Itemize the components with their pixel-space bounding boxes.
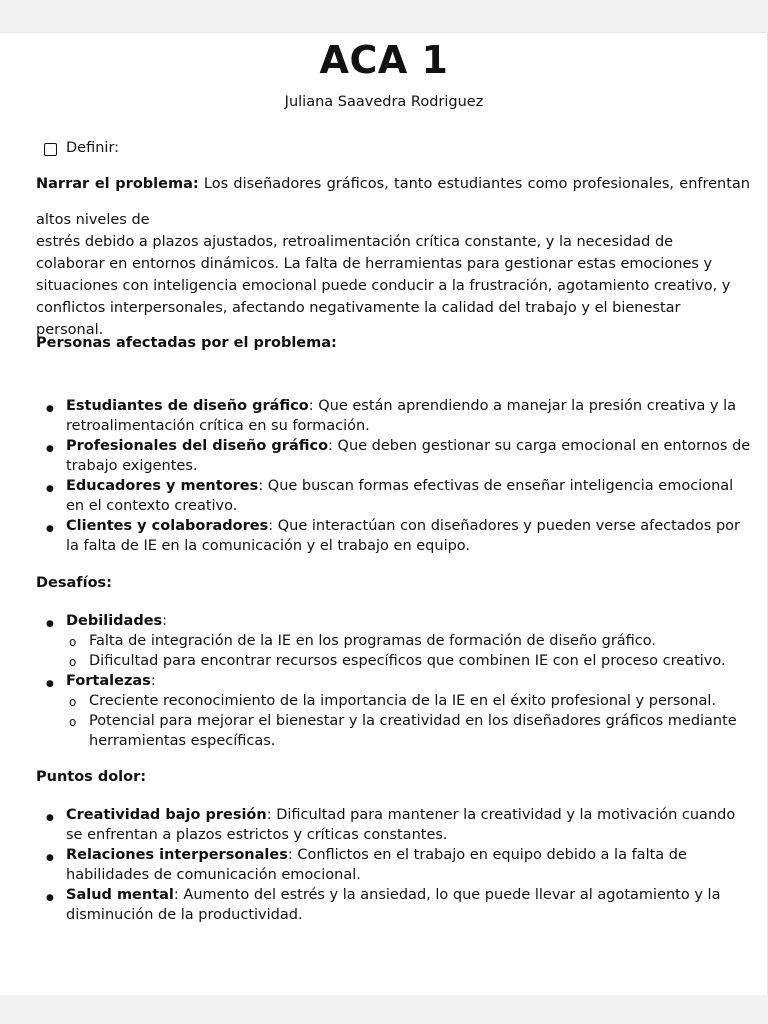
item-text: : Aumento del estrés y la ansiedad, lo que puede llevar al agotamiento y la disminución de la productividad. [66, 887, 721, 923]
sub-list [66, 631, 752, 671]
narrar-line: altos niveles de [36, 212, 150, 228]
item-text: : Que están aprendiendo a manejar la presión creativa y la retroalimentación crítica en su formación. [66, 398, 737, 434]
list-item [48, 845, 752, 885]
narrar-line: situaciones con inteligencia emocional puede conducir a la frustración, agotamiento creativo, y [36, 278, 731, 294]
author-name: Juliana Saavedra Rodriguez [284, 94, 484, 110]
dolor-list [48, 805, 752, 925]
item-term: Educadores y mentores [66, 478, 259, 494]
list-item [48, 805, 752, 845]
item-term: Salud mental [66, 887, 174, 903]
item-term: Fortalezas [66, 673, 151, 689]
item-text: : Que interactúan con diseñadores y pueden verse afectados por la falta de IE en la comunicación y el trabajo en equipo. [66, 518, 741, 554]
sub-list-item: o Creciente reconocimiento de la importancia de la IE en el éxito profesional y personal. [66, 691, 752, 711]
narrar-line: colaborar en entornos dinámicos. La falta de herramientas para gestionar estas emociones y [36, 256, 713, 272]
item-text: : [150, 673, 156, 689]
checkbox-icon[interactable] [44, 143, 57, 156]
item-term: Profesionales del diseño gráfico [66, 438, 329, 454]
desafios-heading: Desafíos: [36, 575, 112, 591]
narrar-first-line [36, 176, 750, 192]
document-page [0, 32, 768, 995]
list-item [48, 885, 752, 925]
item-term: Estudiantes de diseño gráfico [66, 398, 309, 414]
narrar-label: Narrar el problema: [36, 176, 199, 192]
list-item [48, 476, 752, 516]
sub-list [66, 691, 752, 751]
narrar-paragraph [36, 209, 750, 341]
item-text: : Que buscan formas efectivas de enseñar inteligencia emocional en el contexto creativo. [66, 478, 734, 514]
item-text: : [162, 613, 168, 629]
dolor-heading: Puntos dolor: [36, 769, 147, 785]
item-term: Clientes y colaboradores [66, 518, 269, 534]
narrar-line: conflictos interpersonales, afectando negativamente la calidad del trabajo y el bienestar [36, 300, 681, 316]
list-item [48, 396, 752, 436]
item-term: Creatividad bajo presión [66, 807, 267, 823]
item-text: : Dificultad para mantener la creatividad y la motivación cuando se enfrentan a plazos estrictos y críticas constantes. [66, 807, 736, 843]
sub-list-item: o Potencial para mejorar el bienestar y la creatividad en los diseñadores gráficos mediante herramientas específicas. [66, 711, 752, 751]
list-item [48, 516, 752, 556]
narrar-first-text: Los diseñadores gráficos, tanto estudiantes como profesionales, enfrentan [203, 176, 751, 192]
list-item [48, 671, 752, 751]
item-text: : Que deben gestionar su carga emocional en entornos de trabajo exigentes. [66, 438, 751, 474]
narrar-line: personal. [36, 322, 104, 338]
list-item [48, 611, 752, 671]
document-title: ACA 1 [319, 38, 449, 82]
item-text: : Conflictos en el trabajo en equipo debido a la falta de habilidades de comunicación emocional. [66, 847, 687, 883]
afectadas-list [48, 396, 752, 556]
afectadas-heading: Personas afectadas por el problema: [36, 335, 337, 351]
checkbox-label: Definir: [66, 140, 120, 156]
sub-list-item: o Falta de integración de la IE en los programas de formación de diseño gráfico. [66, 631, 752, 651]
list-item [48, 436, 752, 476]
item-term: Relaciones interpersonales [66, 847, 288, 863]
sub-list-item: o Dificultad para encontrar recursos específicos que combinen IE con el proceso creativo. [66, 651, 752, 671]
item-term: Debilidades [66, 613, 163, 629]
desafios-list [48, 611, 752, 751]
definir-checkbox-row[interactable] [44, 139, 119, 156]
narrar-line: estrés debido a plazos ajustados, retroalimentación crítica constante, y la necesidad de [36, 234, 674, 250]
